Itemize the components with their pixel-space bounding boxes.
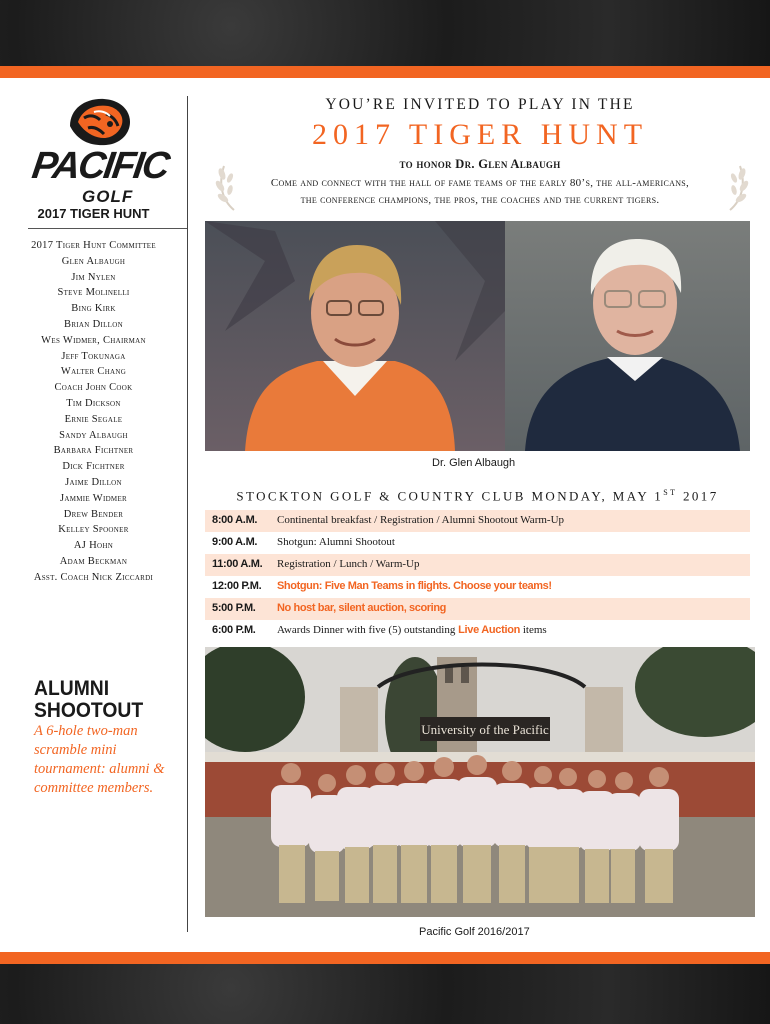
awards-text-end: items (520, 624, 547, 636)
committee-member: Dick Fichtner (62, 461, 125, 473)
schedule-event (277, 624, 747, 636)
golf-wordmark: GOLF (82, 187, 134, 206)
committee-heading: 2017 Tiger Hunt Committee (31, 240, 156, 251)
committee-member: Tim Dickson (66, 397, 121, 409)
schedule-time: 8:00 A.M. (212, 514, 258, 526)
tiger-head-icon (64, 96, 134, 148)
albaugh-photo-caption: Dr. Glen Albaugh (432, 457, 516, 469)
schedule-row (205, 532, 750, 554)
top-texture-band (0, 0, 770, 66)
schedule-row (205, 620, 750, 642)
pacific-wordmark: PACIFIC (29, 145, 171, 187)
awards-text: Awards Dinner with five (5) outstanding (277, 624, 459, 636)
live-auction-highlight: Live Auction (458, 624, 521, 636)
schedule-event: Continental breakfast / Registration / Alumni Shootout Warm-Up (277, 514, 565, 526)
committee-member: Sandy Albaugh (59, 429, 128, 441)
schedule-time: 9:00 A.M. (212, 536, 258, 548)
sidebar-heading: 2017 TIGER HUNT (37, 206, 150, 221)
committee-member: Jammie Widmer (60, 492, 127, 504)
vertical-divider (187, 96, 188, 932)
committee-member: Ernie Segale (64, 413, 123, 425)
schedule-time: 6:00 P.M. (212, 624, 256, 636)
schedule-event: No host bar, silent auction, scoring (277, 602, 446, 614)
team-photo-illustration (205, 647, 755, 917)
committee-member: Jim Nylen (71, 271, 116, 283)
committee-member: Asst. Coach Nick Ziccardi (33, 571, 154, 583)
schedule-time: 11:00 A.M. (212, 558, 263, 570)
venue-suffix: ST (663, 488, 678, 497)
schedule-row (205, 598, 750, 620)
top-orange-stripe (0, 66, 770, 78)
committee-member: Glen Albaugh (61, 255, 126, 267)
committee-member: Drew Bender (63, 508, 124, 520)
albaugh-photo-illustration (205, 221, 750, 451)
committee-list (0, 238, 187, 586)
committee-member: AJ Hohn (73, 540, 114, 552)
committee-member: Bing Kirk (71, 303, 116, 315)
pacific-golf-logo (26, 96, 174, 206)
committee-member: Kelley Spooner (58, 524, 129, 536)
schedule-table (205, 510, 750, 642)
venue-year: 2017 (677, 488, 719, 504)
invitation-description (250, 175, 710, 209)
schedule-event: Shotgun: Alumni Shootout (277, 536, 395, 548)
sidebar-divider (28, 228, 187, 229)
event-title: 2017 TIGER HUNT (311, 118, 649, 151)
university-sign: University of the Pacific (421, 722, 549, 737)
team-photo-caption: Pacific Golf 2016/2017 (419, 926, 530, 938)
team-photo (205, 647, 755, 917)
invited-line: YOU’RE INVITED TO PLAY IN THE (325, 96, 635, 113)
sidebar (0, 78, 187, 952)
schedule-time: 12:00 P.M. (212, 580, 262, 592)
committee-member: Wes Widmer, Chairman (41, 334, 146, 346)
albaugh-photo (205, 221, 750, 451)
invitation-line2: the conference champions, the pros, the coaches and the current tigers. (300, 194, 660, 206)
committee-member: Coach John Cook (54, 382, 133, 394)
committee-member: Brian Dillon (64, 318, 123, 330)
alumni-title-line2: SHOOTOUT (34, 699, 144, 722)
schedule-event: Registration / Lunch / Warm-Up (277, 558, 420, 570)
schedule-row (205, 554, 750, 576)
invitation-line1: Come and connect with the hall of fame teams of the early 80’s, the all-americans, (270, 177, 690, 189)
venue-text: STOCKTON GOLF & COUNTRY CLUB MONDAY, MAY 1 (236, 488, 664, 504)
committee-member: Jaime Dillon (65, 476, 122, 488)
schedule-time: 5:00 P.M. (212, 602, 256, 614)
committee-member: Jeff Tokunaga (61, 350, 126, 362)
schedule-event: Shotgun: Five Man Teams in flights. Choose your teams! (277, 580, 552, 592)
alumni-shootout-description: A 6-hole two-man scramble mini tournament: alumni & committee members. (34, 723, 165, 796)
alumni-shootout-title (34, 678, 172, 722)
schedule-row (205, 510, 750, 532)
bottom-texture-band (0, 964, 770, 1024)
committee-member: Adam Beckman (59, 555, 128, 567)
committee-member: Walter Chang (60, 366, 127, 378)
committee-member: Barbara Fichtner (53, 445, 134, 457)
honor-line: to honor Dr. Glen Albaugh (399, 157, 561, 171)
alumni-title-line1: ALUMNI (34, 677, 110, 700)
committee-member: Steve Molinelli (57, 287, 130, 299)
schedule-row (205, 576, 750, 598)
venue-date (205, 488, 750, 504)
bottom-orange-stripe (0, 952, 770, 964)
